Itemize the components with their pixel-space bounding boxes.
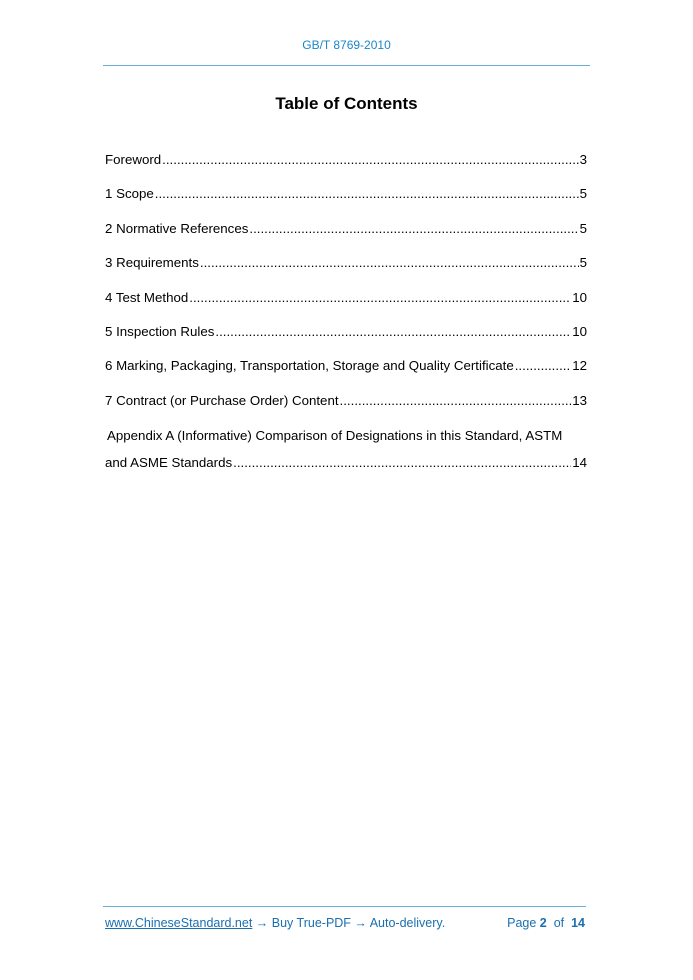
toc-entry-test-method[interactable] (105, 288, 587, 322)
toc-dot-leader (215, 322, 571, 342)
toc-list (105, 150, 587, 476)
toc-entry-label: 7 Contract (or Purchase Order) Content (105, 392, 339, 408)
toc-dot-leader (200, 253, 579, 273)
current-page-number: 2 (539, 916, 547, 930)
website-link[interactable]: www.ChineseStandard.net (105, 916, 253, 930)
toc-entry-label: 2 Normative References (105, 220, 249, 236)
toc-entry-page: 14 (572, 455, 587, 471)
toc-entry-label: 5 Inspection Rules (105, 323, 215, 339)
toc-entry-label-line1: Appendix A (Informative) Comparison of Designations in this Standard, ASTM (107, 428, 563, 444)
toc-entry-inspection-rules[interactable] (105, 322, 587, 356)
toc-dot-leader (233, 449, 571, 476)
toc-entry-label: 6 Marking, Packaging, Transportation, Storage and Quality Certificate (105, 358, 514, 374)
toc-entry-page: 13 (572, 392, 587, 408)
toc-entry-requirements[interactable] (105, 253, 587, 287)
toc-entry-label-line2: and ASME Standards (105, 455, 233, 471)
toc-entry-page: 10 (572, 323, 587, 339)
toc-dot-leader (155, 184, 579, 204)
toc-entry-page: 10 (572, 289, 587, 305)
page-word: Page (507, 916, 537, 930)
document-header (103, 38, 590, 52)
toc-entry-foreword[interactable] (105, 150, 587, 184)
header-divider (103, 65, 590, 66)
toc-entry-contract-content[interactable] (105, 391, 587, 425)
footer-divider (103, 906, 586, 907)
toc-entry-page: 5 (579, 186, 587, 202)
toc-entry-label: 1 Scope (105, 186, 154, 202)
toc-entry-label: Foreword (105, 152, 162, 167)
page-indicator (507, 916, 585, 930)
total-pages-number: 14 (571, 916, 585, 930)
toc-dot-leader (162, 150, 578, 170)
footer-tagline: → Buy True-PDF → Auto-delivery. (252, 916, 446, 930)
toc-entry-label: 4 Test Method (105, 289, 189, 305)
toc-entry-label: 3 Requirements (105, 255, 199, 271)
toc-entry-appendix-a[interactable] (105, 422, 587, 476)
toc-dot-leader (340, 391, 572, 411)
toc-entry-page: 12 (572, 358, 587, 374)
toc-entry-page: 5 (579, 220, 587, 236)
toc-dot-leader (515, 356, 571, 376)
footer-promo (105, 916, 445, 930)
toc-entry-marking-packaging[interactable] (105, 356, 587, 390)
toc-entry-page: 3 (579, 152, 587, 167)
toc-dot-leader (189, 288, 571, 308)
of-word: of (553, 916, 565, 930)
toc-entry-normative-references[interactable] (105, 219, 587, 253)
toc-title: Table of Contents (275, 94, 418, 113)
toc-entry-page: 5 (579, 255, 587, 271)
standard-code: GB/T 8769-2010 (302, 38, 391, 52)
toc-entry-scope[interactable] (105, 184, 587, 218)
toc-dot-leader (249, 219, 578, 239)
document-footer (105, 916, 585, 930)
